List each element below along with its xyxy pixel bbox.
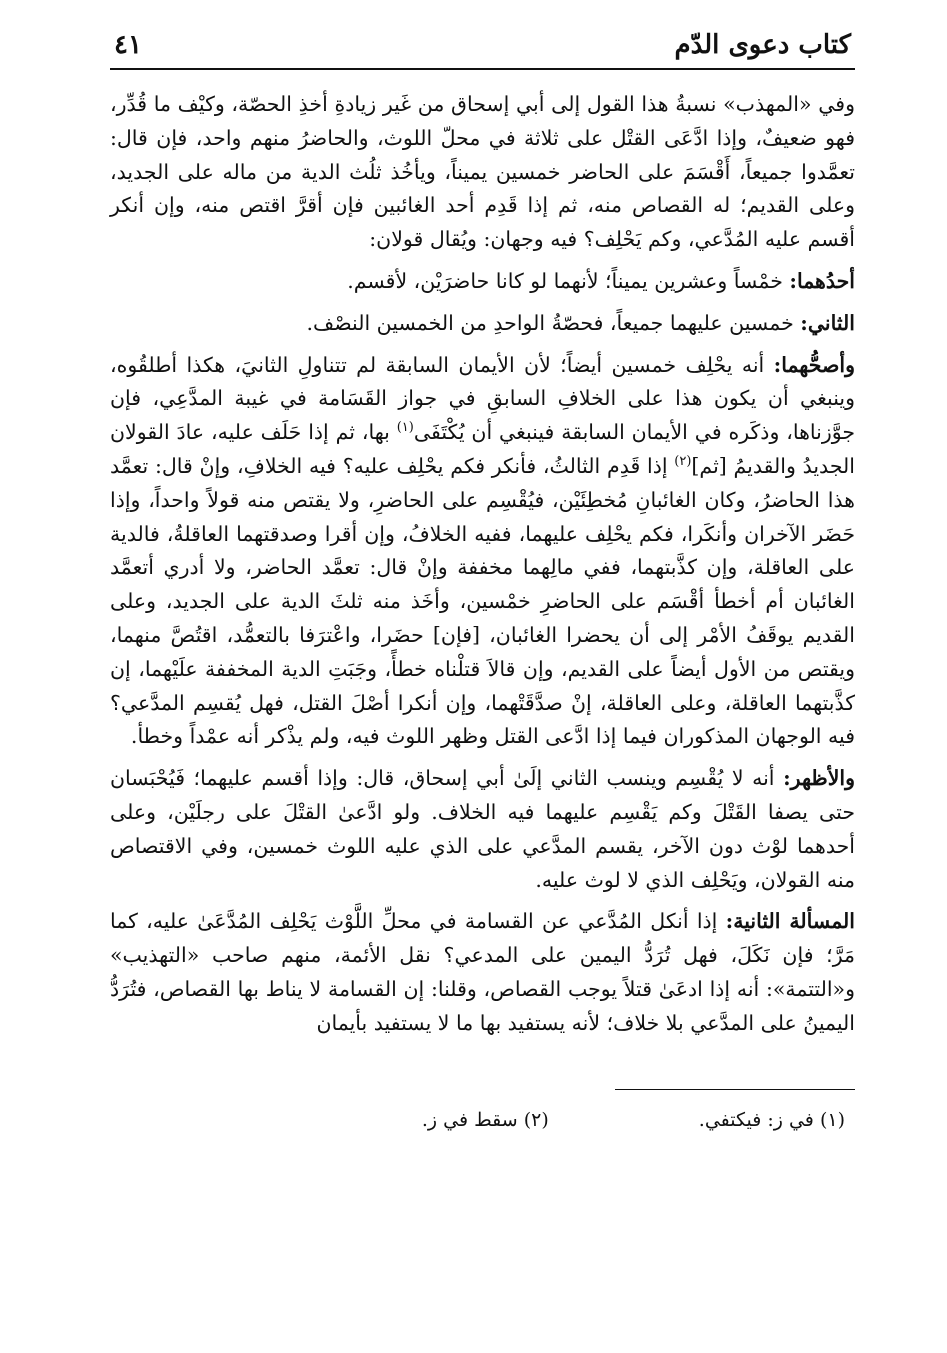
paragraph-text: خمسين عليهما جميعاً، فحصّةُ الواحدِ من الخمسين النصْف. <box>306 310 801 335</box>
paragraph-text: أنه لا يُقْسِم وينسب الثاني إلَىٰ أبي إسحاق، قال: وإذا أقسم عليهما؛ فَيُحْبَسان حتى يصفا القَتْلَ وكم يَقْسِم عليهما فيه الخلاف. ولو ادَّعىٰ القتْلَ على رجلَيْن، وعلى أحدهما لوْث دون الآخر، يقسم المدَّعي على الذي عليه اللوث خمسين، وفي الاقتصاص منه القولان، ويَحْلِف الذي لا لوث عليه. <box>110 766 855 892</box>
paragraph-text: وفي «المهذب» نسبةُ هذا القول إلى أبي إسحاق من غَير زيادةِ أخذِ الحصّة، وكيْف ما قُدِّر، فهو ضعيفٌ، وإذا ادَّعَى القتْل على ثلاثة في محلّ اللوث، والحاضرُ منهم واحد، فإن قال: تعمَّدوا جميعاً، أَقْسَمَ على الحاضر خمسين يميناً، ويأخُذ ثلُث الدية من ماله على الجديد، وعلى القديم؛ له القصاص منه، ثم إذا قَدِم أحد الغائبين فإن أقرَّ اقتص منه، وإن أنكر أقسم عليه المُدَّعي، وكم يَحْلِف؟ فيه وجهان: ويُقال قولان: <box>110 92 855 252</box>
page-number: ٤١ <box>114 30 142 60</box>
main-text <box>110 88 855 1041</box>
paragraph-most-apparent <box>110 762 855 897</box>
paragraph-second-view <box>110 307 855 341</box>
footnote-text: في ز: فيكتفي. <box>698 1108 814 1131</box>
footnotes <box>110 1106 855 1134</box>
header-rule <box>110 68 855 70</box>
footnote-reference: (١) <box>396 420 414 436</box>
footnote-text: سقط في ز. <box>421 1108 518 1131</box>
footnote-marker: (١) <box>819 1108 845 1131</box>
paragraph-lead: الثاني: <box>800 310 855 335</box>
footnote-rule <box>615 1089 855 1090</box>
footnote-2 <box>422 1106 549 1134</box>
paragraph-lead: وأصحُّهما: <box>773 352 855 377</box>
paragraph-lead: والأظهر: <box>783 766 855 791</box>
paragraph-first-view <box>110 265 855 299</box>
paragraph-second-issue <box>110 905 855 1040</box>
footnote-reference: (٢) <box>674 454 692 470</box>
footnote-marker: (٢) <box>523 1108 549 1131</box>
paragraph-most-correct <box>110 349 855 755</box>
paragraph-text: خمْساً وعشرين يميناً؛ لأنهما لو كانا حاضرَيْن، لأقسم. <box>347 268 790 293</box>
paragraph-text: أنه يحْلِف خمسين أيضاً؛ لأن الأيمان السابقة لم تتناولِ الثانيَ، هكذا أطلقُوه، وينبغي أن يكون هذا على الخلافِ السابقِ في جواز القَسَامة في غيبة المدَّعِي، فإن جوَّزناها، وذكَره في الأيمان السابقة فينبغي أن يُكْتَفَى$^{(١)}$ بها، ثم إذا حَلَف عليه، عادَ القولان الجديدُ والقديمُ [ثم]$^{(٢)}$ إذا قَدِم الثالثُ، فأنكر فكم يحْلِف عليه؟ فيه الخلافِ، وإنْ قال: تعمَّد هذا الحاضرُ، وكان الغائبانِ مُخطِئَيْن، فيُقْسِم على الحاضرِ، ولا يقتص منه قولاً واحداً، وإذا حَضَر الآخران وأنكَرا، فكم يحْلِف عليهما، ففيه الخلافُ، وإن أقرا وصدقتهما العاقلةُ، فالدية على العاقلة، وإن كذَّبتهما، ففي مالِهما مخففة وإنْ قال: تعمَّد الحاضر، ولا أدري أتعمَّد الغائبان أم أخطأ أقْسَم على الحاضرِ خمْسين، وأخَذ منه ثلثَ الدية على الجديد، وعلى القديم يوقَفُ الأمْر إلى أن يحضرا الغائبان، [فإن] حضَرا، واعْترَفا بالتعمُّد، اقتُصَّ منهما، ويقتص من الأول أيضاً على القديم، وإن قالاَ قتلْناه خطأً، وجَبَتِ الدية المخففة علَيْهما، إن كذَّبتهما العاقلة، وعلى العاقلة، إنْ صدَّقَتْهما، وإن أنكرا أصْلَ القتل، فهل يُقسِم المدَّعي؟ فيه الوجهان المذكوران فيما إذا ادَّعى القتل وظهر اللوث فيه، ولم يذْكر أنه عمْداً وخطأ. <box>110 352 855 749</box>
paragraph-lead: المسألة الثانية: <box>725 909 855 934</box>
paragraph-intro <box>110 88 855 257</box>
paragraph-lead: أحدُهما: <box>789 268 855 293</box>
footnote-1 <box>699 1106 845 1134</box>
book-title: كتاب دعوى الدّم <box>674 30 851 60</box>
running-header <box>110 28 855 68</box>
paragraph-text: إذا أنكل المُدَّعي عن القسامة في محلِّ اللَّوْث يَحْلِف المُدَّعَىٰ عليه، كما مَرَّ؛ فإن نَكَلَ، فهل تُرَدُّ اليمين على المدعي؟ نقل الأئمة، منهم صاحب «التهذيب» و«التتمة»: أنه إذا ادعَىٰ قتلاً يوجب القصاص، وقلنا: إن القسامة لا يناط بها القصاص، فتُرَدُّ اليمينُ على المدَّعي بلا خلاف؛ لأنه يستفيد بها ما لا يستفيد بأيمان <box>110 909 855 1035</box>
